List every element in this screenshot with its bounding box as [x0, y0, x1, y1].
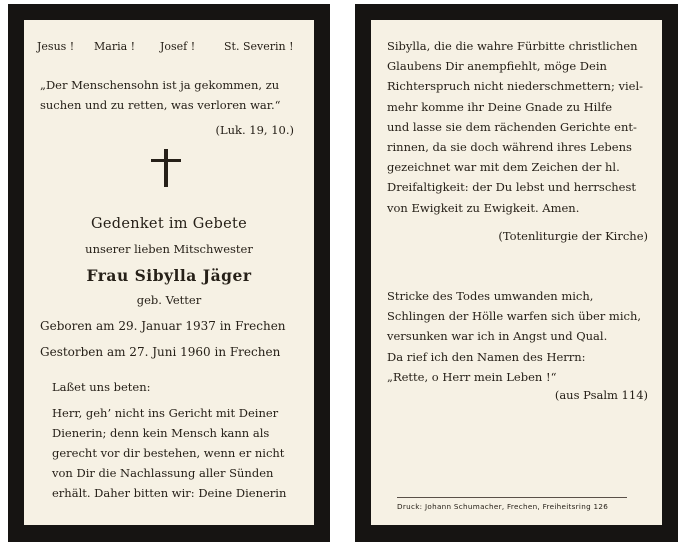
quote-line: „Der Menschensohn ist ja gekommen, zu	[40, 78, 280, 92]
right-page	[355, 4, 678, 542]
psalm-line: Stricke des Todes umwanden mich,	[387, 289, 594, 303]
deceased-name: Frau Sibylla Jäger	[86, 266, 252, 285]
liturgy-line: mehr komme ihr Deine Gnade zu Hilfe	[387, 99, 613, 114]
liturgy-text	[387, 36, 643, 218]
printer-divider	[397, 497, 627, 498]
liturgy-line: Richterspruch nicht niederschmettern; viel-	[387, 79, 644, 94]
cross-icon	[151, 149, 181, 187]
psalm-source: (aus Psalm 114)	[554, 388, 648, 402]
psalm-line: Da rief ich den Namen des Herrn:	[387, 349, 586, 364]
liturgy-source: (Totenliturgie der Kirche)	[498, 229, 648, 243]
liturgy-line: und lasse sie dem rächenden Gerichte ent-	[387, 119, 637, 134]
left-page-inner	[24, 20, 314, 525]
right-page-inner	[371, 20, 662, 525]
liturgy-line: rinnen, da sie doch während ihres Lebens	[387, 140, 632, 155]
liturgy-line: gezeichnet war mit dem Zeichen der hl.	[387, 160, 620, 175]
prayer-line: erhält. Daher bitten wir: Deine Dienerin	[52, 486, 287, 500]
prayer	[52, 377, 302, 503]
prayer-line: Herr, geh’ nicht ins Gericht mit Deiner	[52, 406, 279, 420]
quote-line: suchen und zu retten, was verloren war.“	[40, 98, 281, 112]
prayer-line: gerecht vor dir bestehen, wenn er nicht	[52, 446, 285, 460]
liturgy-line: Dreifaltigkeit: der Du lebst und herrschest	[387, 180, 636, 195]
psalm-line: „Rette, o Herr mein Leben !“	[387, 369, 557, 384]
invocation-jesus: Jesus !	[37, 40, 75, 53]
printer-imprint: Druck: Johann Schumacher, Frechen, Freiheitsring 126	[397, 502, 609, 511]
memorial-subheading: unserer lieben Mitschwester	[85, 242, 253, 256]
left-page	[8, 4, 330, 542]
liturgy-line: von Ewigkeit zu Ewigkeit. Amen.	[387, 200, 580, 215]
prayer-line: Dienerin; denn kein Mensch kann als	[52, 426, 270, 440]
prayer-line: von Dir die Nachlassung aller Sünden	[52, 466, 274, 480]
memorial-heading: Gedenket im Gebete	[90, 216, 247, 232]
maiden-name: geb. Vetter	[136, 293, 202, 307]
liturgy-line: Sibylla, die die wahre Fürbitte christlichen	[387, 39, 638, 53]
quote-source: (Luk. 19, 10.)	[215, 123, 294, 137]
psalm-line: Schlingen der Hölle warfen sich über mich,	[387, 309, 642, 324]
bible-quote	[40, 75, 298, 115]
liturgy-line: Glaubens Dir anempfiehlt, möge Dein	[387, 59, 607, 74]
psalm-text	[387, 286, 641, 387]
invocation-josef: Josef !	[160, 40, 196, 53]
prayer-intro: Laßet uns beten:	[52, 380, 151, 394]
death-line: Gestorben am 27. Juni 1960 in Frechen	[40, 345, 281, 359]
invocation-severin: St. Severin !	[224, 40, 294, 53]
birth-line: Geboren am 29. Januar 1937 in Frechen	[40, 319, 286, 333]
invocation-maria: Maria !	[94, 40, 136, 53]
psalm-line: versunken war ich in Angst und Qual.	[387, 329, 608, 344]
